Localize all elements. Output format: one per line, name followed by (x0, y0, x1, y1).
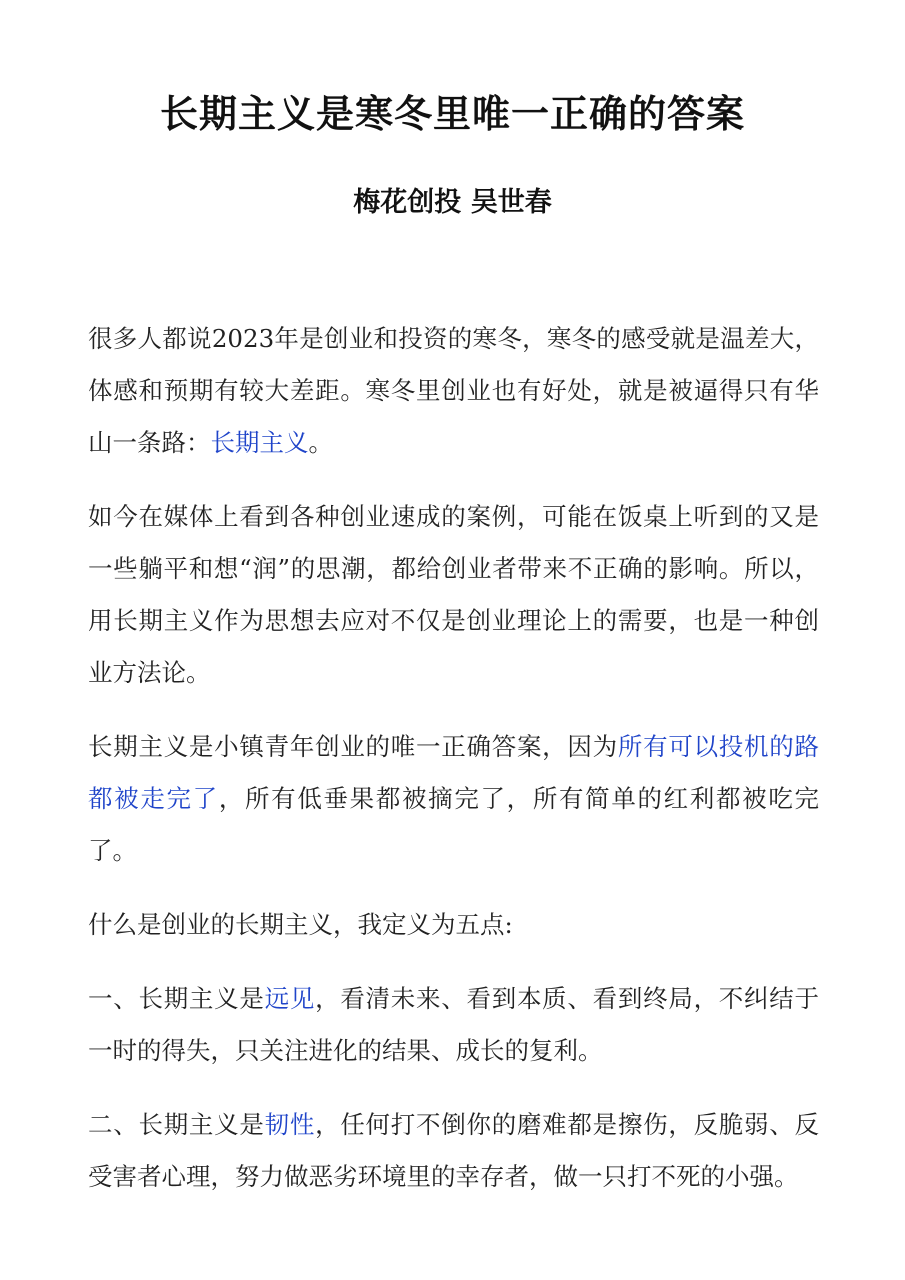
paragraph-6-end: ，任何打不倒你的磨难都是擦伤，反脆弱、反受害者心理，努力做恶劣环境里的幸存者，做一只打不死的小强。 (88, 1110, 820, 1191)
paragraph-2-text: 如今在媒体上看到各种创业速成的案例，可能在饭桌上听到的又是一些躺平和想“润”的思潮，都给创业者带来不正确的影响。所以，用长期主义作为思想去应对不仅是创业理论上的需要，也是一种创业方法论。 (88, 502, 819, 687)
author-line: 梅花创投 吴世春 (353, 187, 552, 218)
paragraph-5-end: ，看清未来、看到本质、看到终局，不纠结于一时的得失，只关注进化的结果、成长的复利。 (88, 984, 820, 1065)
paragraph-2 (88, 491, 819, 699)
paragraph-6 (88, 1099, 819, 1203)
page-title: 长期主义是寒冬里唯一正确的答案 (159, 91, 745, 136)
paragraph-3-end: ，所有低垂果都被摘完了，所有简单的红利都被吃完了。 (88, 784, 820, 865)
paragraph-1-text: 很多人都说2023年是创业和投资的寒冬，寒冬的感受就是温差大，体感和预期有较大差距。寒冬里创业也有好处，就是被逼得只有华山一条路： (88, 324, 819, 457)
highlight-resilience: 韧性 (264, 1110, 316, 1139)
paragraph-5-text: 一、长期主义是 (88, 984, 265, 1013)
paragraph-1-end: 。 (308, 428, 333, 457)
highlight-speculation-paths: 所有可以投机的路都被走完了 (88, 732, 819, 813)
paragraph-1 (88, 313, 819, 469)
paragraph-5 (88, 973, 819, 1077)
paragraph-3-text: 长期主义是小镇青年创业的唯一正确答案，因为 (88, 732, 618, 761)
paragraph-4-text: 什么是创业的长期主义，我定义为五点: (88, 910, 513, 939)
paragraph-4 (88, 899, 819, 951)
paragraph-3 (88, 721, 819, 877)
highlight-vision: 远见 (264, 984, 316, 1013)
highlight-long-termism: 长期主义 (210, 428, 309, 457)
paragraph-6-text: 二、长期主义是 (88, 1110, 265, 1139)
article-body (88, 313, 819, 1225)
